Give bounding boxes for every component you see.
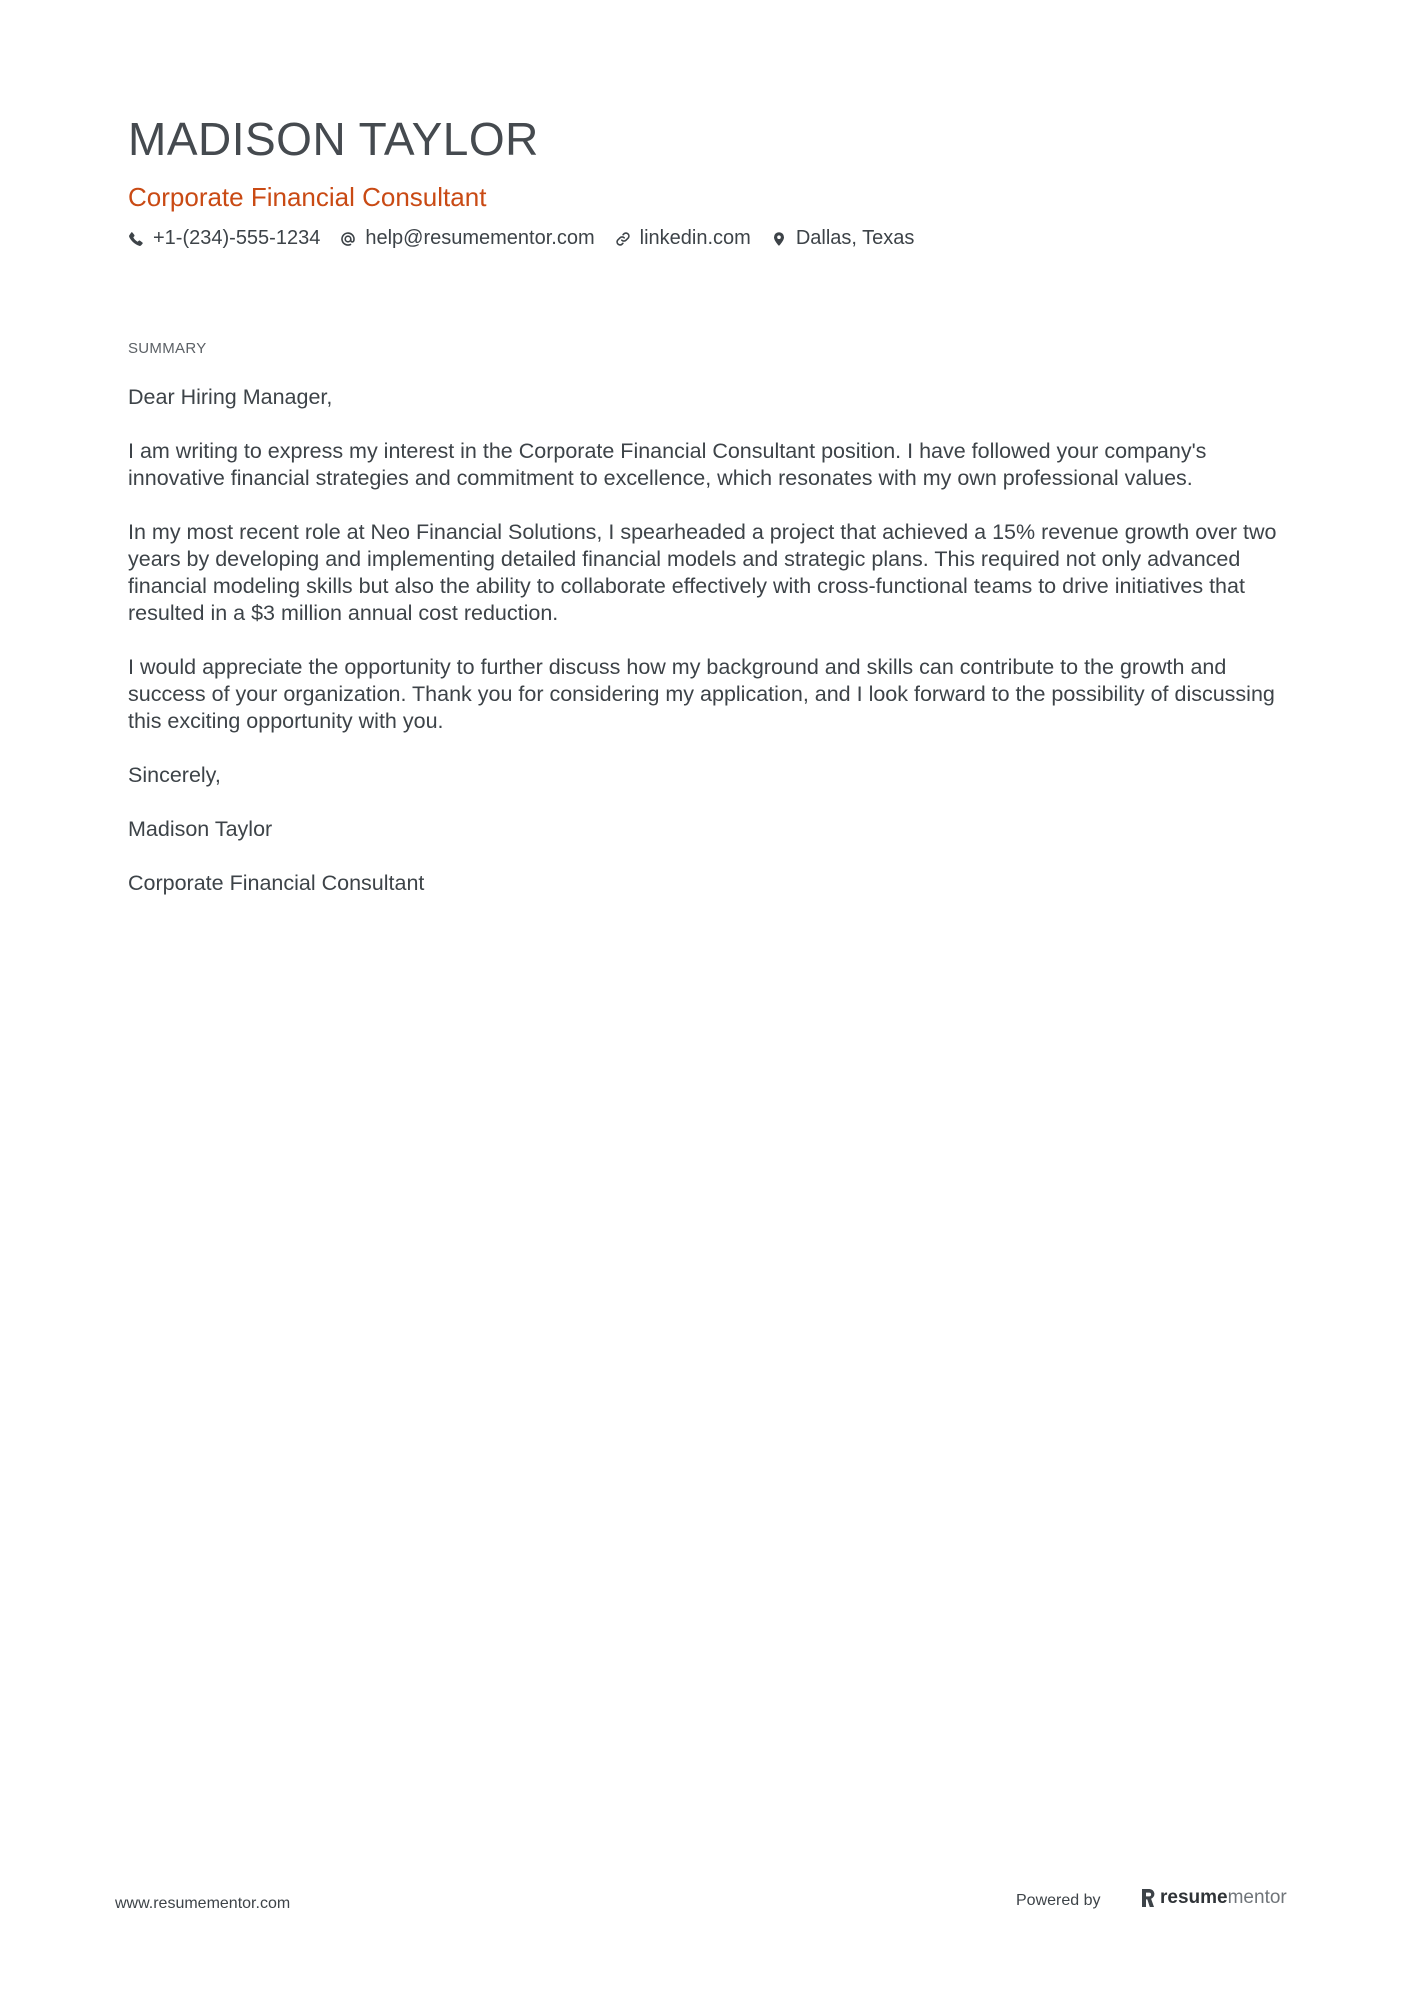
contact-email[interactable] — [340, 227, 594, 250]
link-icon — [615, 231, 631, 247]
contact-website[interactable] — [615, 227, 751, 250]
brand-logo[interactable] — [1140, 1887, 1287, 1909]
brand-text-bold: resume — [1160, 1887, 1228, 1908]
candidate-title: Corporate Financial Consultant — [128, 182, 487, 212]
letter-closing: Sincerely, — [128, 763, 221, 787]
summary-heading: SUMMARY — [128, 340, 207, 357]
letter-body — [128, 384, 1288, 924]
location-text: Dallas, Texas — [795, 227, 915, 249]
signature-title: Corporate Financial Consultant — [128, 871, 425, 895]
at-icon — [340, 231, 356, 247]
signature-name: Madison Taylor — [128, 817, 273, 841]
email-link[interactable]: help@resumementor.com — [365, 227, 595, 249]
contact-phone — [128, 227, 320, 250]
phone-icon — [128, 231, 144, 247]
letter-paragraph: I would appreciate the opportunity to further discuss how my background and skills can contribute to the growth and success of your organization. Thank you for considering my application, and I look forward to the possibility of discussing this exciting opportunity with you. — [128, 655, 1275, 733]
powered-by-text: Powered by — [1016, 1892, 1101, 1909]
letter-greeting: Dear Hiring Manager, — [128, 385, 333, 409]
resumementor-logo-icon — [1140, 1888, 1156, 1908]
phone-text: +1-(234)-555-1234 — [153, 227, 321, 249]
contact-location — [771, 227, 915, 250]
map-pin-icon — [771, 231, 787, 247]
candidate-name: MADISON TAYLOR — [128, 113, 539, 165]
footer-url[interactable]: www.resumementor.com — [115, 1895, 291, 1912]
website-link[interactable]: linkedin.com — [639, 227, 751, 249]
letter-paragraph: In my most recent role at Neo Financial Solutions, I spearheaded a project that achieved a 15% revenue growth over two years by developing and implementing detailed financial models and strategic plans. This required not only advanced financial modeling skills but also the ability to collaborate effectively with cross-functional teams to drive initiatives that resulted in a $3 million annual cost reduction. — [128, 520, 1277, 625]
letter-paragraph: I am writing to express my interest in the Corporate Financial Consultant position. I have followed your company's innovative financial strategies and commitment to excellence, which resonates with my own professional values. — [128, 439, 1207, 490]
brand-text-light: mentor — [1227, 1887, 1287, 1908]
contact-bar — [128, 227, 934, 250]
